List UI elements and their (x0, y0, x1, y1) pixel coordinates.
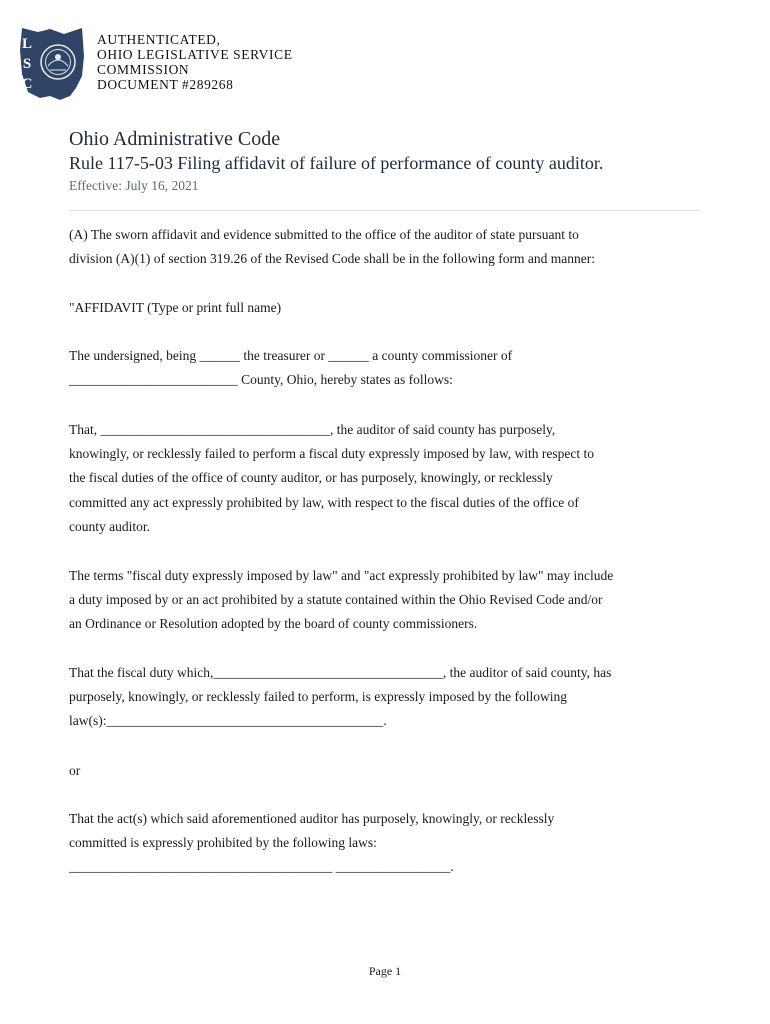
terms-paragraph (69, 564, 613, 637)
document-title: Ohio Administrative Code (69, 128, 281, 150)
text-line: purposely, knowingly, or recklessly failed to perform, is expressly imposed by the following (69, 689, 568, 705)
text-line: The terms "fiscal duty expressly imposed by law" and "act expressly prohibited by law" may include (69, 568, 614, 583)
divider (69, 210, 700, 211)
text-line: county auditor. (69, 518, 150, 534)
text-line: an Ordinance or Resolution adopted by the board of county commissioners. (69, 616, 478, 632)
that-auditor-paragraph (69, 418, 594, 539)
text-line: That, __________________________________, the auditor of said county has purposely, (69, 422, 556, 437)
text-line: a duty imposed by or an act prohibited by a statute contained within the Ohio Revised Code and/or (69, 592, 603, 608)
text-line: The undersigned, being ______ the treasurer or ______ a county commissioner of (69, 348, 513, 363)
authentication-text (97, 32, 293, 92)
stamp-line: OHIO LEGISLATIVE SERVICE (97, 47, 293, 62)
text-line: division (A)(1) of section 319.26 of the Revised Code shall be in the following form and manner: (69, 251, 596, 267)
stamp-line: AUTHENTICATED, (97, 32, 221, 47)
text-line: That the act(s) which said aforementioned auditor has purposely, knowingly, or recklessly (69, 811, 555, 826)
logo-letter-l: L (21, 36, 33, 52)
text-line: That the fiscal duty which,__________________________________, the auditor of said county, has (69, 665, 612, 680)
text-line: law(s):_________________________________________. (69, 713, 387, 729)
text-line: (A) The sworn affidavit and evidence submitted to the office of the auditor of state pursuant to (69, 227, 579, 242)
text-line: "AFFIDAVIT (Type or print full name) (69, 300, 282, 315)
page-number: Page 1 (368, 964, 402, 978)
text-line: committed is expressly prohibited by the following laws: (69, 835, 377, 851)
text-line: knowingly, or recklessly failed to perform a fiscal duty expressly imposed by law, with respect to (69, 446, 594, 462)
stamp-line: DOCUMENT #289268 (97, 77, 234, 92)
logo-letter-c: C (21, 76, 33, 92)
rule-title: Rule 117-5-03 Filing affidavit of failure of performance of county auditor. (69, 153, 604, 173)
prohibited-act-paragraph (69, 807, 554, 880)
lsc-ohio-seal-logo (16, 26, 86, 102)
authentication-stamp (16, 26, 336, 106)
logo-letter-s: S (22, 56, 32, 72)
text-line: _______________________________________ _________________. (69, 859, 454, 875)
paragraph-a (69, 223, 595, 271)
affidavit-heading (69, 296, 281, 320)
fiscal-duty-paragraph (69, 661, 611, 734)
text-line: committed any act expressly prohibited by law, with respect to the fiscal duties of the office of (69, 494, 579, 510)
undersigned-paragraph (69, 344, 512, 392)
text-line: the fiscal duties of the office of county auditor, or has purposely, knowingly, or recklessly (69, 470, 553, 486)
text-line: or (69, 763, 81, 778)
or-separator (69, 759, 80, 783)
effective-date: Effective: July 16, 2021 (69, 178, 199, 193)
stamp-line: COMMISSION (97, 62, 190, 77)
text-line: _________________________ County, Ohio, hereby states as follows: (69, 372, 453, 388)
